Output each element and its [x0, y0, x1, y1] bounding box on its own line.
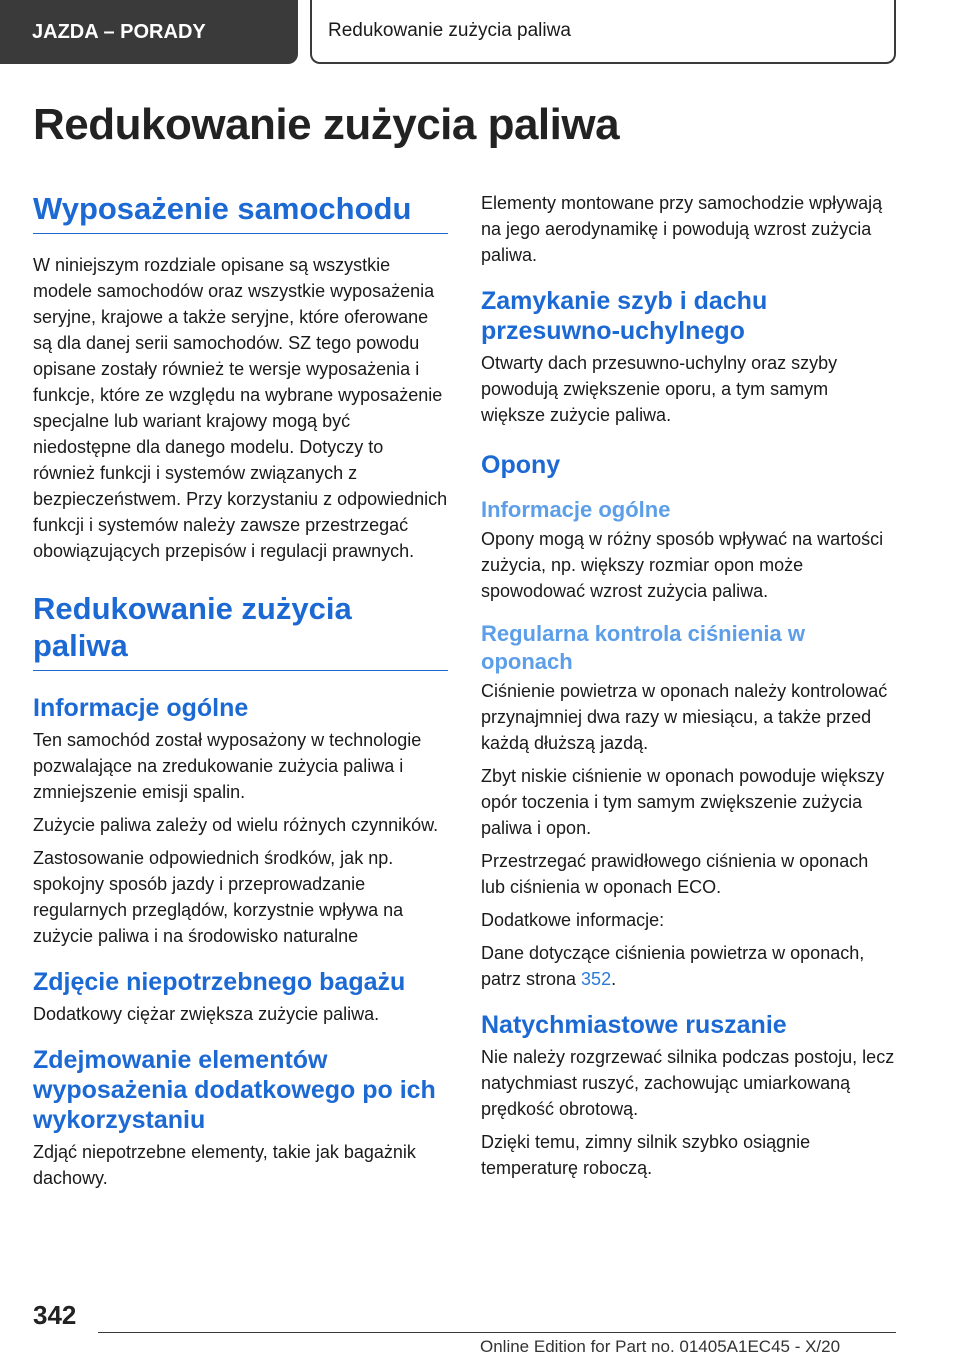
- heading-redukowanie: Redukowanie zużycia paliwa: [33, 590, 448, 671]
- paragraph-kontrola-5: [481, 940, 896, 992]
- footer-divider: [98, 1332, 896, 1333]
- paragraph-bagaz: Dodatkowy ciężar zwiększa zużycie paliwa.: [33, 1004, 380, 1024]
- header-chapter-label: Redukowanie zużycia paliwa: [328, 20, 571, 41]
- paragraph-kontrola-3: Przestrzegać prawidłowego ciśnienia w oponach lub ciśnienia w oponach ECO.: [481, 851, 869, 897]
- paragraph-wyposazenie: W niniejszym rozdziale opisane są wszystkie modele samochodów oraz wszystkie wyposażenia seryjne, krajowe a także seryjne, które oferowane są dla danej serii samochodów. SZ tego powodu opisane zostały również te wersje wyposażenia i funkcje, które ze względu na wybrane wyposażenie specjalne lub wariant krajowy mogą być niedostępne dla danego modelu. Dotyczy to również funkcji i systemów związanych z bezpieczeństwem. Przy korzystaniu z odpowiednich funkcji i systemów należy zawsze przestrzegać obowiązujących przepisów i regulacji prawnych.: [33, 255, 448, 561]
- heading-informacje-ogolne-right: Informacje ogólne: [481, 497, 671, 522]
- paragraph-intro: Elementy montowane przy samochodzie wpływają na jego aerodynamikę i powodują wzrost zużycia paliwa.: [481, 193, 883, 265]
- left-column: [33, 190, 448, 1198]
- paragraph-redukowanie-2: Zużycie paliwa zależy od wielu różnych czynników.: [33, 815, 439, 835]
- heading-opony: Opony: [481, 451, 561, 479]
- paragraph-ruszanie-1: Nie należy rozgrzewać silnika podczas postoju, lecz natychmiast ruszyć, zachowując umiarkowaną prędkość obrotową.: [481, 1047, 895, 1119]
- header-section-tab[interactable]: [0, 0, 298, 64]
- heading-informacje-ogolne-left: Informacje ogólne: [33, 694, 249, 722]
- heading-kontrola-cisnienia: Regularna kontrola ciśnienia w oponach: [481, 621, 805, 674]
- page-link-352[interactable]: 352: [581, 969, 612, 989]
- kontrola-5-suffix: .: [611, 969, 617, 989]
- kontrola-5-prefix: Dane dotyczące ciśnienia powietrza w oponach, patrz strona: [481, 943, 865, 989]
- heading-ruszanie: Natychmiastowe ruszanie: [481, 1011, 787, 1039]
- header-chapter-tab[interactable]: [310, 0, 896, 64]
- header-section-label: JAZDA – PORADY: [32, 20, 206, 43]
- right-column: [481, 190, 896, 1188]
- paragraph-redukowanie-1: Ten samochód został wyposażony w technologie pozwalające na zredukowanie zużycia paliwa i zmniejszenie emisji spalin.: [33, 730, 422, 802]
- paragraph-kontrola-2: Zbyt niskie ciśnienie w oponach powoduje większy opór toczenia i tym samym zwiększenie zużycia paliwa i opon.: [481, 766, 885, 838]
- paragraph-redukowanie-3: Zastosowanie odpowiednich środków, jak np. spokojny sposób jazdy i przeprowadzanie regularnych przeglądów, korzystnie wpływa na zużycie paliwa i na środowisko naturalne: [33, 848, 404, 946]
- paragraph-kontrola-4: Dodatkowe informacje:: [481, 910, 665, 930]
- heading-szyby: Zamykanie szyb i dachu przesuwno-uchylnego: [481, 287, 768, 345]
- footer-edition: Online Edition for Part no. 01405A1EC45 - X/20: [480, 1337, 841, 1356]
- paragraph-elementy: Zdjąć niepotrzebne elementy, takie jak bagażnik dachowy.: [33, 1142, 416, 1188]
- heading-wyposazenie: Wyposażenie samochodu: [33, 190, 448, 234]
- heading-elementy: Zdejmowanie elementów wyposażenia dodatkowego po ich wykorzystaniu: [33, 1046, 436, 1134]
- paragraph-ruszanie-2: Dzięki temu, zimny silnik szybko osiągnie temperaturę roboczą.: [481, 1132, 811, 1178]
- page-number: 342: [33, 1300, 77, 1330]
- heading-bagaz: Zdjęcie niepotrzebnego bagażu: [33, 968, 406, 996]
- paragraph-szyby: Otwarty dach przesuwno-uchylny oraz szyby powodują zwiększenie oporu, a tym samym większe zużycie paliwa.: [481, 353, 838, 425]
- paragraph-kontrola-1: Ciśnienie powietrza w oponach należy kontrolować przynajmniej dwa razy w miesiącu, a także przed każdą dłuższą jazdą.: [481, 681, 888, 753]
- page-title: Redukowanie zużycia paliwa: [33, 100, 620, 149]
- paragraph-opony-info: Opony mogą w różny sposób wpływać na wartości zużycia, np. większy rozmiar opon może spowodować wzrost zużycia paliwa.: [481, 529, 884, 601]
